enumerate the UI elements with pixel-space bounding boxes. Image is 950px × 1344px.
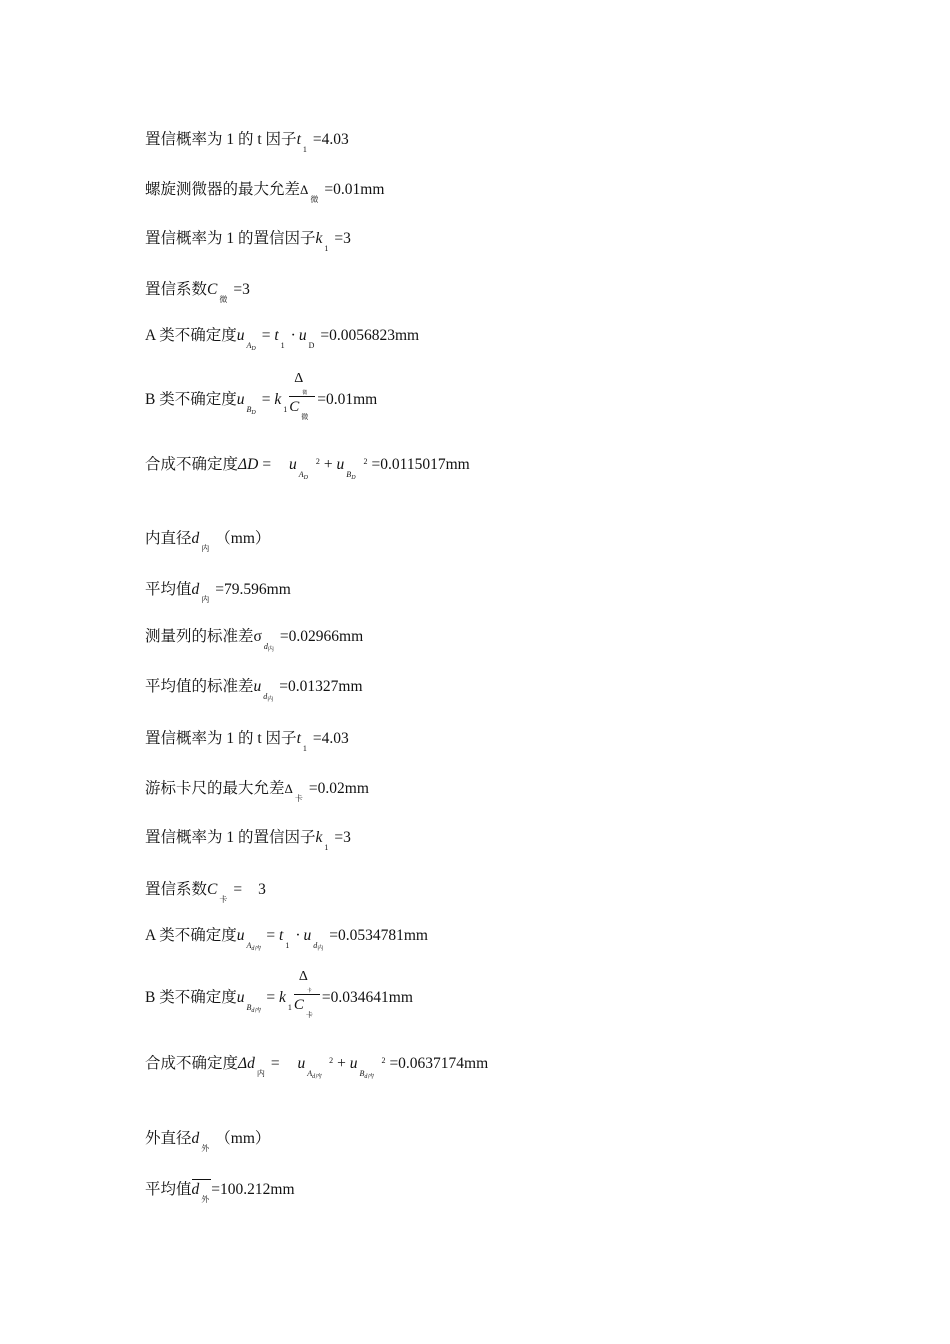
equals: = <box>270 1055 284 1072</box>
t-factor-line-din <box>145 731 349 753</box>
confidence-coef-line-din <box>145 882 266 904</box>
inner-sigma-line <box>145 629 363 653</box>
symbol: u <box>253 678 262 695</box>
u2-square: 2 <box>363 457 368 466</box>
value: =4.03 <box>312 730 349 747</box>
subscript: d <box>263 692 268 701</box>
u1-subsubscript: d内 <box>312 1074 322 1080</box>
label: 合成不确定度 <box>145 1055 239 1072</box>
plus: + <box>337 1055 346 1072</box>
u-subsubscript: 内 <box>317 946 324 952</box>
label: 置信系数 <box>145 281 208 298</box>
u2-subscript: B <box>346 470 352 479</box>
value: =0.0056823mm <box>320 327 420 344</box>
label: B 类不确定度 <box>145 989 237 1006</box>
value: =79.596mm <box>215 581 291 598</box>
label: 置信概率为 1 的置信因子 <box>145 829 316 846</box>
label: 平均值的标准差 <box>145 678 254 695</box>
equals: = <box>266 989 279 1006</box>
subscript: 1 <box>302 744 307 753</box>
denominator-subscript: 微 <box>301 413 309 422</box>
u2-subsubscript: D <box>351 475 356 481</box>
label: 游标卡尺的最大允差 <box>145 780 285 797</box>
max-error-line-D <box>145 182 384 204</box>
subscript: 微 <box>219 295 228 304</box>
value: =0.034641mm <box>321 989 413 1006</box>
symbol: Δd <box>238 1055 255 1072</box>
denominator: C <box>289 399 300 416</box>
u2-subscript: B <box>359 1069 365 1078</box>
u2-symbol: u <box>336 456 345 473</box>
t-subscript: 1 <box>280 341 285 350</box>
numerator-subscript: 微 <box>302 391 308 397</box>
symbol: d <box>191 530 200 547</box>
value: =0.0534781mm <box>329 927 428 944</box>
value: =3 <box>334 829 351 846</box>
plus: + <box>323 456 333 473</box>
k-subscript: 1 <box>283 405 288 414</box>
t-symbol: t <box>274 327 279 344</box>
label: 置信系数 <box>145 881 208 898</box>
equals: = <box>262 456 275 473</box>
subsubscript: D <box>251 410 256 416</box>
value: =100.212mm <box>211 1181 295 1198</box>
value: =0.0115017mm <box>371 456 470 473</box>
symbol: d <box>191 581 200 598</box>
subscript: d <box>263 642 268 651</box>
unit: （mm） <box>215 530 271 547</box>
fraction <box>289 371 315 422</box>
label: 内直径 <box>145 530 192 547</box>
u2-square: 2 <box>381 1056 386 1065</box>
numerator: Δ <box>298 969 308 985</box>
symbol: C <box>207 881 218 898</box>
t-subscript: 1 <box>285 941 290 950</box>
uA-line-din <box>145 928 428 952</box>
confidence-coef-line-D <box>145 282 250 304</box>
equals: = <box>266 927 279 944</box>
outer-diameter-title <box>145 1131 270 1153</box>
u2-symbol: u <box>349 1055 358 1072</box>
label: 外直径 <box>145 1130 192 1147</box>
t-symbol: t <box>279 927 284 944</box>
outer-mean-line <box>145 1182 295 1204</box>
dot: · <box>295 927 301 944</box>
label: 平均值 <box>145 1181 192 1198</box>
denominator: C <box>293 997 304 1014</box>
symbol: Δ <box>284 781 293 796</box>
value: =3 <box>233 281 250 298</box>
subscript: 1 <box>324 843 329 852</box>
subscript: 外 <box>201 1195 210 1204</box>
symbol: ΔD <box>238 456 259 473</box>
fraction <box>293 969 320 1020</box>
subscript: 卡 <box>219 895 228 904</box>
k-subscript: 1 <box>287 1003 292 1012</box>
subscript: 1 <box>324 244 329 253</box>
combined-line-D <box>145 457 470 481</box>
value: =0.02mm <box>308 780 369 797</box>
t-factor-line-D <box>145 132 349 154</box>
inner-u-mean-line <box>145 679 363 703</box>
symbol: d <box>191 1130 200 1147</box>
label: 平均值 <box>145 581 192 598</box>
label: A 类不确定度 <box>145 327 237 344</box>
symbol: t <box>296 131 301 148</box>
subscript: 1 <box>302 145 307 154</box>
symbol: u <box>236 989 245 1006</box>
label: 置信概率为 1 的置信因子 <box>145 230 316 247</box>
dot: · <box>290 327 296 344</box>
symbol: Δ <box>300 182 309 197</box>
label: 合成不确定度 <box>145 456 239 473</box>
equals: = <box>261 327 275 344</box>
u-symbol: u <box>298 327 307 344</box>
label: 测量列的标准差 <box>145 628 254 645</box>
subsubscript: 内 <box>267 697 274 703</box>
label: A 类不确定度 <box>145 927 237 944</box>
u1-square: 2 <box>329 1056 334 1065</box>
u1-subscript: A <box>307 1069 313 1078</box>
value: =0.02966mm <box>279 628 364 645</box>
unit: （mm） <box>215 1130 271 1147</box>
value: =0.01mm <box>324 181 385 198</box>
denominator-subscript: 卡 <box>305 1011 313 1020</box>
u1-subsubscript: D <box>303 475 308 481</box>
symbol: u <box>236 927 245 944</box>
symbol: u <box>236 327 245 344</box>
symbol: k <box>315 230 323 247</box>
equals: = <box>261 391 275 408</box>
subscript: 外 <box>201 1144 210 1153</box>
subscript: B <box>246 1003 252 1012</box>
u1-square: 2 <box>315 457 320 466</box>
u1-symbol: u <box>297 1055 306 1072</box>
label: 螺旋测微器的最大允差 <box>145 181 301 198</box>
subscript: 微 <box>310 195 319 204</box>
u1-symbol: u <box>288 456 297 473</box>
value: = <box>233 881 243 898</box>
subsubscript: D <box>251 346 256 352</box>
label: B 类不确定度 <box>145 391 237 408</box>
inner-diameter-title <box>145 531 270 553</box>
u-symbol: u <box>303 927 312 944</box>
subsubscript: 内 <box>267 647 274 653</box>
k-factor-line-din <box>145 830 351 852</box>
value: =0.01mm <box>317 391 378 408</box>
k-symbol: k <box>274 391 282 408</box>
u2-subsubscript: d内 <box>364 1074 374 1080</box>
symbol: t <box>296 730 301 747</box>
symbol: u <box>236 391 245 408</box>
subsubscript: d内 <box>251 1008 261 1014</box>
symbol: C <box>207 281 218 298</box>
u-subscript: D <box>308 341 315 350</box>
symbol: σ <box>253 628 262 645</box>
label: 置信概率为 1 的 t 因子 <box>145 730 297 747</box>
combined-line-din <box>145 1056 488 1080</box>
value: =4.03 <box>312 131 349 148</box>
symbol: k <box>315 829 323 846</box>
numerator-subscript: 卡 <box>306 989 312 995</box>
k-symbol: k <box>279 989 286 1006</box>
subscript: 内 <box>201 544 210 553</box>
uB-line-din <box>145 969 413 1020</box>
uA-line-D <box>145 328 419 352</box>
label: 置信概率为 1 的 t 因子 <box>145 131 297 148</box>
inner-mean-line <box>145 582 291 604</box>
symbol: d <box>191 1181 200 1198</box>
u1-subscript: A <box>298 470 304 479</box>
max-error-line-din <box>145 781 369 803</box>
subscript: 卡 <box>294 794 303 803</box>
value: =0.01327mm <box>279 678 363 695</box>
subscript: 内 <box>256 1069 265 1078</box>
value-number: 3 <box>258 881 266 898</box>
value: =3 <box>334 230 351 247</box>
subsubscript: d内 <box>251 946 261 952</box>
numerator: Δ <box>294 371 304 387</box>
subscript: B <box>246 405 252 414</box>
uB-line-D <box>145 371 378 422</box>
subscript: A <box>246 941 252 950</box>
subscript: 内 <box>201 595 210 604</box>
u-subscript: d <box>313 941 318 950</box>
subscript: A <box>246 341 252 350</box>
k-factor-line-D <box>145 231 351 253</box>
value: =0.0637174mm <box>389 1055 489 1072</box>
